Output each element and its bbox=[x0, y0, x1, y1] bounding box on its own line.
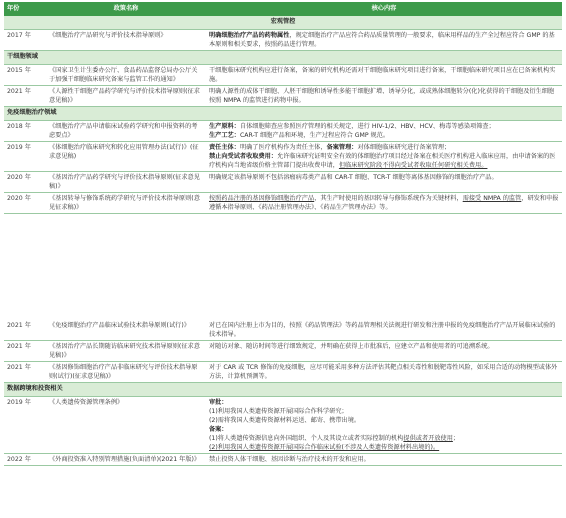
row-year: 2021 年 bbox=[4, 341, 46, 362]
row-year: 2020 年 bbox=[4, 193, 46, 214]
section-row bbox=[4, 16, 562, 30]
content-text: 备案： bbox=[209, 426, 228, 433]
row-year: 2019 年 bbox=[4, 142, 46, 172]
table-row bbox=[4, 320, 562, 341]
row-year: 2021 年 bbox=[4, 362, 46, 383]
content-text: 按照药品注册的基因修饰细胞治疗产品 bbox=[209, 195, 315, 202]
table-row bbox=[4, 30, 562, 51]
content-text: (1)利用我国人类遗传资源开展国际合作科学研究； bbox=[209, 408, 348, 415]
table-row bbox=[4, 142, 562, 172]
content-text: ，研发和申报遵循本指导原则、《药品注册管理办法》、《药品生产管理办法》等。 bbox=[209, 195, 559, 211]
content-text: 对于 CAR 或 TCR 修饰的免疫细胞，应尽可能采用多种方法评估其靶点相关毒性和脱靶毒性风险，如采用合适的动物模型或体外方法，计算机预测等。 bbox=[209, 364, 558, 380]
content-text: 干细胞临床研究机构应进行备案，备案的研究机构还需对干细胞临床研究项目进行备案，干细胞临床研究项目应在已备案机构实施。 bbox=[209, 67, 556, 83]
content-text: ，规定细胞治疗产品应符合药品质量管理的一般要求，临床用样品的生产全过程应符合 GMP 的基本原则和相关要求，按照药品进行管理。 bbox=[209, 32, 555, 48]
content-text: 但临床研究阶段不得向受试者收取任何研究相关费用。 bbox=[338, 162, 488, 169]
row-content bbox=[206, 454, 562, 466]
content-text: 禁止向受试者收取费用： bbox=[209, 153, 278, 160]
table-row bbox=[4, 341, 562, 362]
content-text: 提供或者开放使用 bbox=[403, 435, 453, 442]
content-text: CAR-T 细胞产品和环境，生产过程应符合 GMP 规范。 bbox=[239, 132, 390, 139]
row-year: 2020 年 bbox=[4, 172, 46, 193]
content-text: (2)需将我国人类遗传资源材料运送、邮寄、携带出境。 bbox=[209, 417, 361, 424]
row-content bbox=[206, 142, 562, 172]
section-row bbox=[4, 51, 562, 65]
row-year: 2017 年 bbox=[4, 30, 46, 51]
content-text: 生产工艺： bbox=[209, 132, 240, 139]
content-text: 生产原料： bbox=[209, 123, 240, 130]
table-row bbox=[4, 362, 562, 383]
content-text: 对已在国内注册上市为目的，按照《药品管理法》等药品管理相关法规进行研发和注册申报的免疫细胞治疗产品开展临床试验的技术指导。 bbox=[209, 322, 556, 338]
row-content bbox=[206, 65, 562, 86]
row-content bbox=[206, 30, 562, 51]
content-text: 允许临床研究证明安全有效的体细胞治疗项目经过备案在相关医疗机构进入临床应用，由申请备案的医疗机构向当地省级价格主管部门提出收费申请， bbox=[209, 153, 556, 169]
header-year: 年份 bbox=[4, 2, 46, 16]
content-text: 对体细胞临床研究进行备案管理； bbox=[357, 144, 451, 151]
row-policy-name: 《体细胞治疗临床研究和转化应用管理办法(试行)》(征求意见稿) bbox=[46, 142, 206, 172]
content-text: (2)利用我国人类遗传资源开展国际合作临床试验(不涉及人类遗传资源材料出境的)。 bbox=[209, 444, 440, 451]
row-year: 2021 年 bbox=[4, 86, 46, 107]
content-text: 审批： bbox=[209, 399, 228, 406]
row-year: 2019 年 bbox=[4, 397, 46, 454]
content-text: 明确了医疗机构作为责任主体， bbox=[239, 144, 327, 151]
row-policy-name: 《基因治疗产品药学研究与评价技术指导原则(征求意见稿)》 bbox=[46, 172, 206, 193]
content-text: 对随访对象、随访时间等进行细致规定，并明确在获得上市批准后，应建立产品和使用者的可追溯系统。 bbox=[209, 343, 494, 350]
content-text: 明确细胞治疗产品的药物属性 bbox=[209, 32, 290, 39]
table-row bbox=[4, 86, 562, 107]
section-row bbox=[4, 107, 562, 121]
section-title: 数据跨境和投资相关 bbox=[4, 383, 562, 397]
row-content bbox=[206, 86, 562, 107]
content-text: ，其生产时使用的基因转导与修饰系统作为关键材料， bbox=[314, 195, 463, 202]
row-policy-name: 《免疫细胞治疗产品临床试验技术指导原则(试行)》 bbox=[46, 320, 206, 341]
row-policy-name: 《国家卫生计生委办公厅、食品药品监督总局办公厅关于加强干细胞临床研究备案与监管工作的通知》 bbox=[46, 65, 206, 86]
policy-table-bottom bbox=[4, 320, 562, 466]
content-text: (1)将人类遗传资源信息向外国组织、个人及其设立或者实际控制的机构 bbox=[209, 435, 404, 442]
row-content bbox=[206, 121, 562, 142]
table-row bbox=[4, 454, 562, 466]
section-row bbox=[4, 383, 562, 397]
row-content bbox=[206, 172, 562, 193]
table-row bbox=[4, 397, 562, 454]
table-row bbox=[4, 172, 562, 193]
content-text: 备案管理： bbox=[326, 144, 358, 151]
row-content bbox=[206, 341, 562, 362]
row-year: 2021 年 bbox=[4, 320, 46, 341]
row-content bbox=[206, 397, 562, 454]
header-policy: 政策名称 bbox=[46, 2, 206, 16]
table-row bbox=[4, 121, 562, 142]
header-content: 核心内容 bbox=[206, 2, 562, 16]
section-title: 免疫细胞治疗领域 bbox=[4, 107, 562, 121]
row-policy-name: 《外商投资准入特别管理措施(负面清单)(2021 年版)》 bbox=[46, 454, 206, 466]
section-title: 干细胞领域 bbox=[4, 51, 562, 65]
row-policy-name: 《基因治疗产品长期随访临床研究技术指导原则(征求意见稿)》 bbox=[46, 341, 206, 362]
row-policy-name: 《基因转导与修饰系统药学研究与评价技术指导原则(意见征求稿)》 bbox=[46, 193, 206, 214]
row-policy-name: 《人类遗传资源管理条例》 bbox=[46, 397, 206, 454]
table-row bbox=[4, 193, 562, 214]
row-year: 2015 年 bbox=[4, 65, 46, 86]
row-policy-name: 《基因修饰细胞治疗产品非临床研究与评价技术指导原则(试行)(征求意见稿)》 bbox=[46, 362, 206, 383]
section-title: 宏观管控 bbox=[4, 16, 562, 30]
table-header bbox=[4, 2, 562, 16]
row-content bbox=[206, 320, 562, 341]
row-content bbox=[206, 193, 562, 214]
policy-table-top bbox=[4, 2, 562, 214]
row-year: 2022 年 bbox=[4, 454, 46, 466]
row-policy-name: 《细胞治疗产品研究与评价技术指导原则》 bbox=[46, 30, 206, 51]
content-text: 明确人源性的成体干细胞、人胚干细胞和诱导性多能干细胞扩增、诱导分化，或成熟体细胞转分(化)化获得的干细胞及衍生细胞按照 NMPA 的监管进行药物申报。 bbox=[209, 88, 555, 104]
row-year: 2018 年 bbox=[4, 121, 46, 142]
content-text: ； bbox=[452, 435, 460, 442]
content-text: 禁止投资人体干细胞、基因诊断与治疗技术的开发和应用。 bbox=[209, 456, 370, 463]
table-row bbox=[4, 65, 562, 86]
row-policy-name: 《细胞治疗产品申请临床试验药学研究和申报资料的考虑要点》 bbox=[46, 121, 206, 142]
content-text: 明确规定该指导原则不包括溶瘤病毒类产品和 CAR-T 细胞、TCR-T 细胞等离体基因修饰的细胞治疗产品。 bbox=[209, 174, 498, 181]
content-text: 自体细胞筛查应参照医疗管理的相关规定，进行 HIV-1/2、HBV、HCV、梅毒等感染项筛查； bbox=[239, 123, 495, 130]
row-policy-name: 《人源性干细胞产品药学研究与评价技术指导原则(征求意见稿)》 bbox=[46, 86, 206, 107]
content-text: 责任主体： bbox=[209, 144, 240, 151]
row-content bbox=[206, 362, 562, 383]
content-text: 需接受 NMPA 的监管 bbox=[462, 195, 522, 202]
